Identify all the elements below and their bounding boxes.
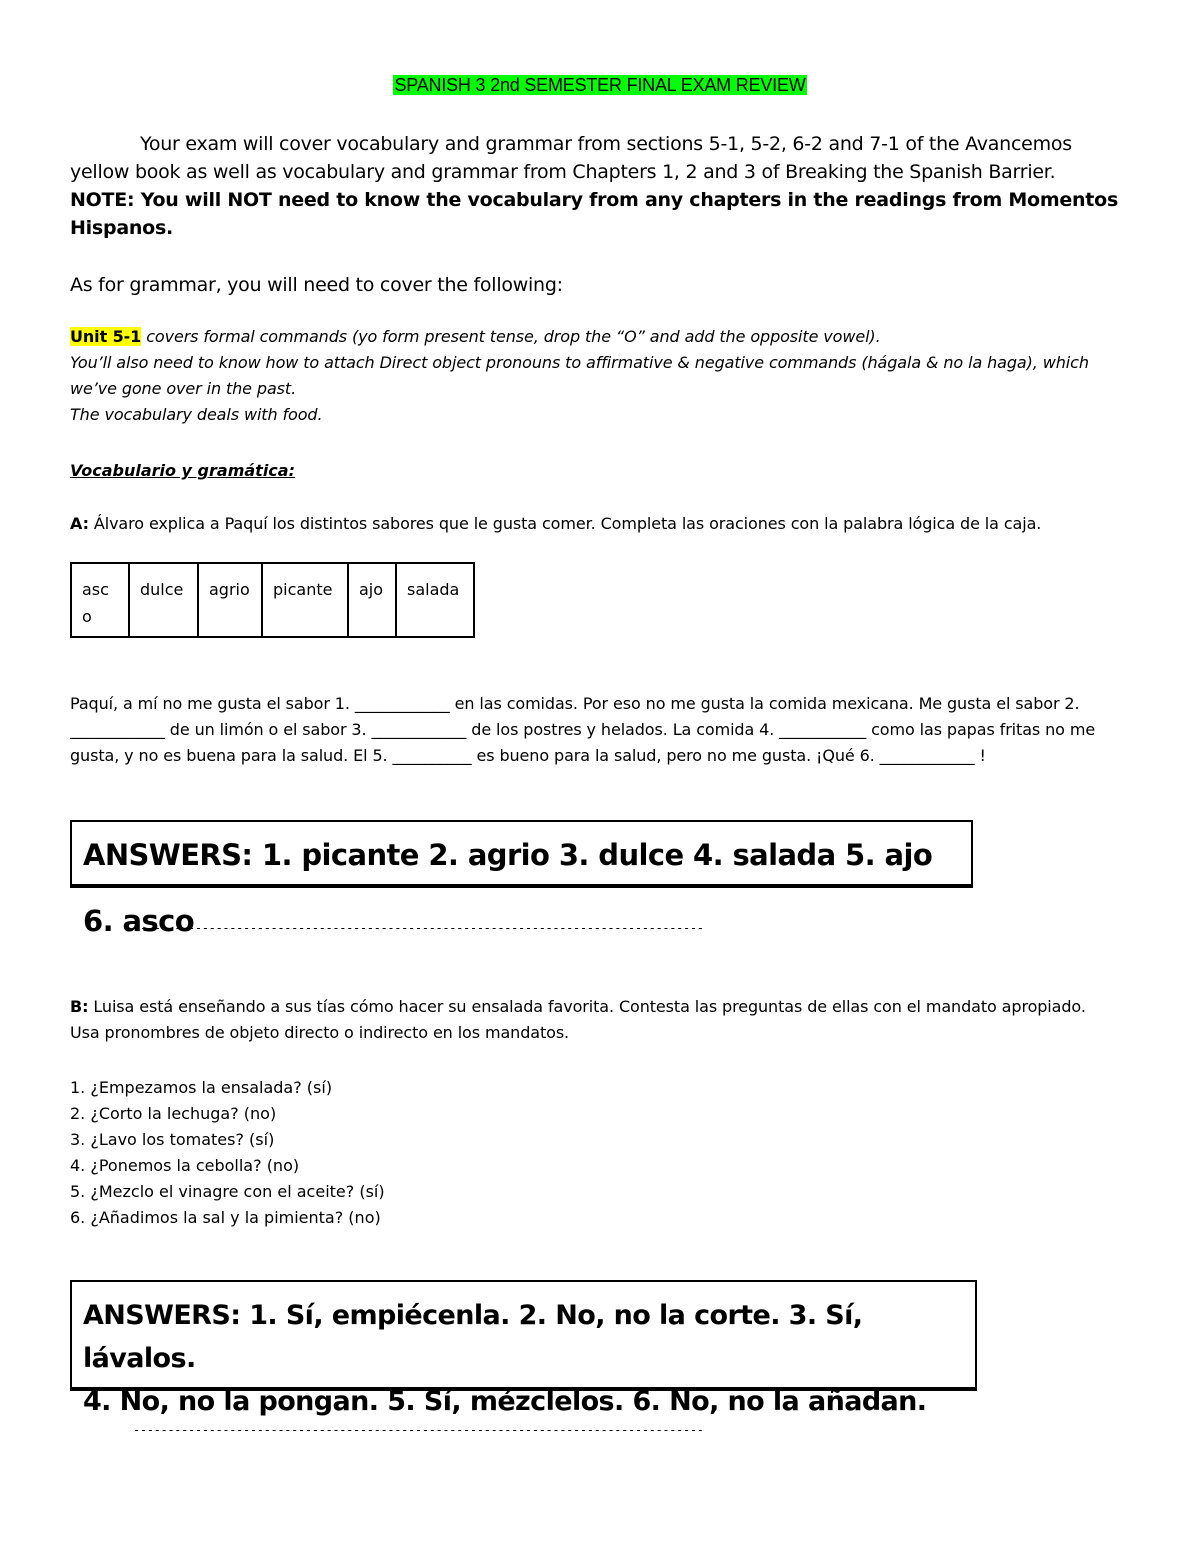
grammar-intro: As for grammar, you will need to cover the following: xyxy=(70,274,563,296)
question-item: 1. ¿Empezamos la ensalada? (sí) xyxy=(70,1078,333,1097)
intro-text: Your exam will cover vocabulary and grammar from sections 5-1, 5-2, 6-2 and 7-1 of the Avancemos yellow book as well as vocabulary and grammar from Chapters 1, 2 and 3 of Breaking the Spanish Barrier. xyxy=(70,133,1072,183)
question-item: 3. ¿Lavo los tomates? (sí) xyxy=(70,1130,275,1149)
unit-5-1-section xyxy=(70,324,1140,428)
word-bank-cell: salada xyxy=(396,563,474,637)
vocab-heading: Vocabulario y gramática: xyxy=(70,461,295,480)
answers-box-b xyxy=(70,1280,977,1417)
answers-b-line-2: 4. No, no la pongan. 5. Sí, mézclelos. 6. No, no la añadan. xyxy=(83,1386,927,1417)
word-bank-cell: asc o xyxy=(71,563,129,637)
intro-section xyxy=(70,130,1130,242)
word-bank-table xyxy=(70,562,475,638)
word-bank-cell: agrio xyxy=(198,563,262,637)
question-item: 2. ¿Corto la lechuga? (no) xyxy=(70,1104,277,1123)
section-b-label: B: xyxy=(70,997,89,1016)
unit-line-1 xyxy=(70,324,1140,350)
divider-line: ----------------------------------------------------------------------------------- xyxy=(133,1423,704,1437)
word-bank-row xyxy=(71,563,474,637)
question-item: 5. ¿Mezclo el vinagre con el aceite? (sí) xyxy=(70,1182,385,1201)
answers-box-a: ANSWERS: 1. picante 2. agrio 3. dulce 4. salada 5. ajo 6. asco xyxy=(70,820,973,886)
section-a-instructions xyxy=(70,511,1120,537)
section-b-instructions xyxy=(70,994,1120,1046)
fill-in-paragraph: Paquí, a mí no me gusta el sabor 1. ____________ en las comidas. Por eso no me gusta la comida mexicana. Me gusta el sabor 2. ____________ de un limón o el sabor 3. ____________ de los postres y helados. La comida 4. ___________ como las papas fritas no me gusta, y no es buena para la salud. El 5. __________ es bueno para la salud, pero no me gusta. ¡Qué 6. ____________ ! xyxy=(70,694,1096,765)
word-bank-cell: dulce xyxy=(129,563,198,637)
unit-label: Unit 5-1 xyxy=(70,327,142,346)
section-a-paragraph xyxy=(70,691,1120,769)
page-title xyxy=(0,72,1200,98)
question-item: 4. ¿Ponemos la cebolla? (no) xyxy=(70,1156,300,1175)
question-list xyxy=(70,1075,385,1231)
intro-note: NOTE: You will NOT need to know the vocabulary from any chapters in the readings from Momentos Hispanos. xyxy=(70,189,1119,239)
unit-line-3: The vocabulary deals with food. xyxy=(70,405,323,424)
word-bank-cell: ajo xyxy=(348,563,396,637)
unit-line-2: You’ll also need to know how to attach Direct object pronouns to affirmative & negative commands (hágala & no la haga), which we’ve gone over in the past. xyxy=(70,353,1089,398)
section-b-text: Luisa está enseñando a sus tías cómo hacer su ensalada favorita. Contesta las preguntas de ellas con el mandato apropiado. Usa pronombres de objeto directo o indirecto en los mandatos. xyxy=(70,997,1086,1042)
divider-line: ----------------------------------------------------------------------------------- xyxy=(133,921,704,935)
word-bank-cell: picante xyxy=(262,563,348,637)
title-highlight: SPANISH 3 2nd SEMESTER FINAL EXAM REVIEW xyxy=(394,75,806,95)
intro-paragraph xyxy=(70,130,1130,186)
section-a-text: Álvaro explica a Paquí los distintos sabores que le gusta comer. Completa las oraciones con la palabra lógica de la caja. xyxy=(88,514,1042,533)
question-item: 6. ¿Añadimos la sal y la pimienta? (no) xyxy=(70,1208,381,1227)
section-a-label: A: xyxy=(70,514,89,533)
answers-b-line-1: ANSWERS: 1. Sí, empiécenla. 2. No, no la corte. 3. Sí, lávalos. xyxy=(83,1300,863,1374)
unit-line-1-text: covers formal commands (yo form present tense, drop the “O” and add the opposite vowel). xyxy=(141,327,881,346)
